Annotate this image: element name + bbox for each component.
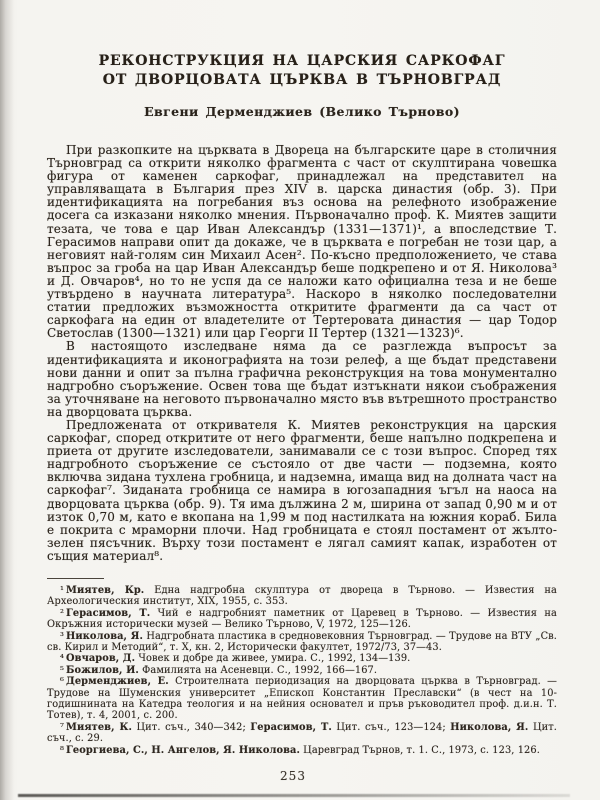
footnote — [47, 631, 557, 654]
footnotes-section — [47, 585, 557, 756]
body-paragraph: При разкопките на църквата в Двореца на българските царе в столичния Търновград са открити няколко фрагмента с част от скулптирана човешка фигура от каменен саркофаг, принадлежал на представител на управляващата в България през XIV в. царска династия (обр. 3). При идентификацията на погребания въз основа на релефното изображение досега са изказани няколко мнения. Първоначално проф. К. Миятев защити тезата, че това е цар Иван Александър (1331—1371)¹, а впоследствие Т. Герасимов направи опит да докаже, че в църквата е погребан не този цар, а неговият най-голям син Михаил Асен². По-късно предположението, че става въпрос за гроба на цар Иван Александър беше подкрепено и от Я. Николова³ и Д. Овчаров⁴, но то не успя да се наложи като официална теза и не беше утвърдено в научната литература⁵. Наскоро в няколко последователни статии предложих възможността откритите фрагменти да са част от саркофага на един от владетелите от Тертеровата династия — цар Тодор Светослав (1300—1321) или цар Георги II Тертер (1321—1323)⁶. — [47, 143, 557, 341]
author-line: Евгени Дерменджиев (Велико Търново) — [144, 104, 460, 119]
footnote-author: Николова, Я. — [450, 721, 529, 733]
footnote-text: Човек и добре да живее, умира. С., 1992, 134—139. — [135, 653, 411, 665]
scan-shadow-left — [0, 0, 14, 800]
article-title-line2: ОТ ДВОРЦОВАТА ЦЪРКВА В ТЪРНОВГРАД — [102, 72, 502, 88]
footnote-author: Божилов, И. — [66, 664, 139, 676]
footnote-divider — [47, 578, 104, 579]
footnote-author: Миятев, К. — [66, 721, 132, 733]
body-paragraph: Предложената от откривателя К. Миятев реконструкция на царския саркофаг, според откритите от него фрагменти, беше напълно подкрепена и приета от другите изследователи, занимавали се с този въпрос. Според тях надгробното съоръжение се състояло от две части — подземна, която включва зидана тухлена гробница, и надземна, имаща вид на долната част на саркофаг⁷. Зиданата гробница се намира в югозападния ъгъл на наоса на дворцовата църква (обр. 9). Тя има дължина 2 м, ширина от запад 0,90 м и от изток 0,70 м, като е вкопана на 1,99 м под настилката на южния кораб. Била е покрита с мраморни плочи. Над гробницата е стоял постамент от жълто-зелен пясъчник. Върху този постамент е лягал самият капак, изработен от същия материал⁸. — [47, 417, 557, 563]
footnote-author: Миятев, Кр. — [66, 585, 145, 596]
footnote — [47, 676, 557, 722]
footnote-text: Строителната периодизация на дворцовата църква в Търновград. — Трудове на Шуменския университет „Епископ Константин Преславски“ (в чест на 10-годишнината на Катедра теология и на нейния основател и пръв ръководител проф. д.и.н. Т. Тотев), т. 4, 2001, с. 200. — [47, 676, 558, 722]
footnote-text: Цит. съч., 340—342; — [131, 721, 251, 733]
footnote-text: Фамилията на Асеневци. С., 1992, 166—167. — [138, 664, 378, 676]
footnote-marker: ⁶ — [60, 676, 65, 688]
article-title — [47, 0, 557, 90]
footnote-marker: ³ — [60, 630, 65, 642]
footnote-text: Цит. съч., 123—124; — [331, 721, 451, 733]
footnote-author: Герасимов, Т. — [250, 721, 332, 733]
footnote-author: Герасимов, Т. — [66, 607, 151, 619]
footnote-author: Георгиева, С., Н. Ангелов, Я. Николова. — [66, 744, 300, 756]
footnote — [47, 665, 557, 676]
footnote — [47, 608, 557, 631]
footnote-text: Цит. съч., с. 29. — [47, 721, 557, 745]
footnote — [47, 585, 557, 608]
footnote — [47, 745, 557, 756]
page-number: 253 — [280, 769, 306, 784]
footnote-marker: ⁴ — [60, 653, 65, 665]
article-title-line1: РЕКОНСТРУКЦИЯ НА ЦАРСКИЯ САРКОФАГ — [98, 53, 506, 69]
footnote-marker: ⁸ — [60, 744, 65, 756]
footnote-marker: ⁵ — [60, 664, 65, 676]
footnote-text: Царевград Търнов, т. 1. С., 1973, с. 123, 126. — [299, 744, 540, 756]
body-paragraph: В настоящото изследване няма да се разглежда въпросът за идентификацията и иконографията на този релеф, а ще бъдат представени нови данни и опит за пълна графична реконструкция на това монументално надгробно съоръжение. Освен това ще бъдат изтъкнати някои съображения за уточняване на неговото първоначално място във вътрешното пространство на дворцовата църква. — [47, 339, 557, 419]
article-body — [47, 144, 557, 563]
footnote — [47, 653, 557, 664]
footnote-author: Дерменджиев, Е. — [66, 676, 169, 688]
footnote-text: Чий е надгробният паметник от Царевец в Търново. — Известия на Окръжния исторически музей — Велико Търново, V, 1972, 125—126. — [47, 607, 557, 631]
scan-shadow-bottom — [18, 794, 570, 797]
footnote-text: Една надгробна скулптура от двореца в Търново. — Известия на Археологическия институт, XIX, 1955, с. 353. — [47, 585, 557, 608]
footnote-marker: ² — [60, 607, 65, 619]
footnote-author: Николова, Я. — [66, 630, 143, 642]
footnote-marker: ⁷ — [60, 721, 65, 733]
footnote-text: Надгробната пластика в средновековния Търновград. — Трудове на ВТУ „Св. св. Кирил и Методий“, т. X, кн. 2, Исторически факултет, 1972/73, 37—43. — [47, 630, 557, 654]
footnote — [47, 722, 557, 745]
footnote-author: Овчаров, Д. — [66, 653, 136, 665]
footnote-marker: ¹ — [60, 585, 65, 596]
